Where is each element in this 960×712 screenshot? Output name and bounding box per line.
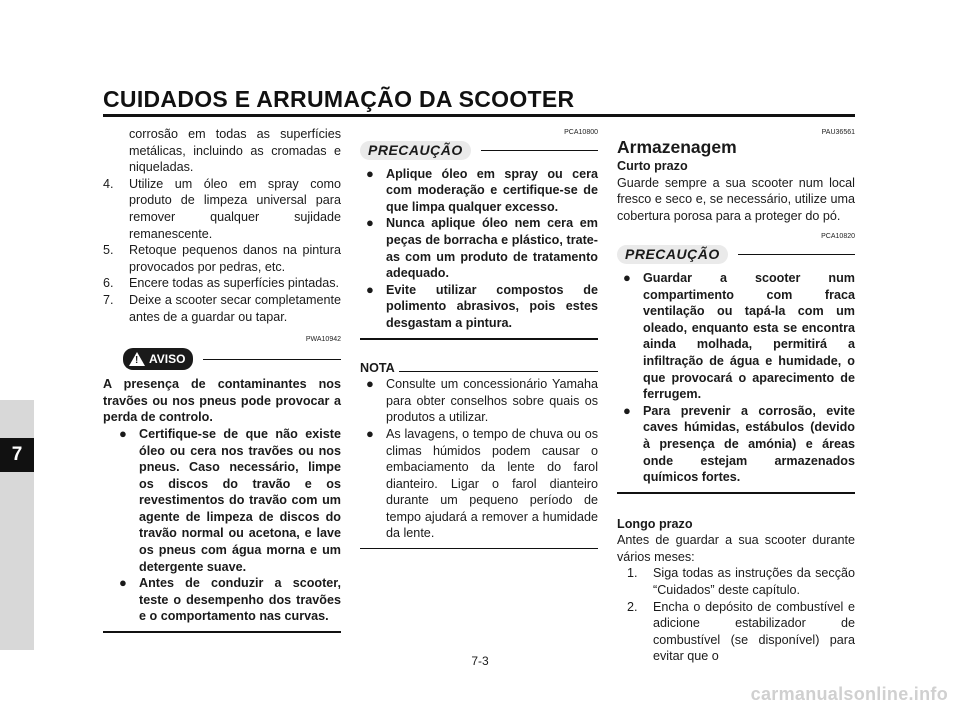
bullet-item [360, 426, 598, 542]
bullet-text: As lavagens, o tempo de chuva ou os climas húmidos podem causar o embaciamento da lente do farol dianteiro. Ligar o farol dianteiro durante um pequeno período de tempo ajudará a remover a humidade da lente. [386, 426, 598, 541]
column-middle [360, 126, 598, 549]
continued-paragraph: corrosão em todas as superfícies metálicas, incluindo as cromadas e niqueladas. [129, 127, 341, 175]
item-number: 2. [627, 599, 638, 614]
section-end-rule [360, 338, 598, 340]
reference-code: PCA10800 [564, 129, 598, 136]
bullet-text: Antes de conduzir a scooter, teste o desempenho dos travões e o comportamento nas curvas. [139, 576, 341, 624]
item-number: 1. [627, 566, 638, 581]
reference-code: PWA10942 [305, 336, 341, 344]
chapter-number: 7 [0, 438, 34, 472]
warning-triangle-icon: ! [129, 352, 145, 366]
nota-header [360, 360, 598, 377]
column-right [617, 126, 855, 665]
item-text: Encha o depósito de combustível e adicione estabilizador de combustível (se disponível) para evitar que o [653, 599, 855, 664]
divider [203, 359, 341, 360]
bullet-icon: ● [119, 575, 127, 591]
column-left [103, 126, 341, 633]
item-number: 7. [103, 292, 114, 307]
paragraph: Guarde sempre a sua scooter num local fresco e seco e, se necessário, utilize uma cobertura porosa para a proteger do pó. [617, 175, 855, 223]
list-item [103, 176, 341, 242]
aviso-header [103, 348, 341, 370]
bullet-icon: ● [623, 402, 631, 418]
item-text: Encere todas as superfícies pintadas. [129, 276, 340, 291]
item-text: Utilize um óleo em spray como produto de limpeza universal para remover qualquer sujidade remanescente. [129, 176, 341, 241]
page-number: 7-3 [471, 654, 489, 668]
paragraph: Antes de guardar a sua scooter durante vários meses: [617, 533, 855, 564]
watermark: carmanualsonline.info [750, 684, 948, 704]
item-number: 4. [103, 176, 114, 191]
bullet-icon: ● [366, 376, 374, 392]
aviso-badge [123, 348, 193, 370]
item-text: Retoque pequenos danos na pintura provocados por pedras, etc. [129, 243, 341, 274]
bullet-icon: ● [366, 215, 374, 231]
item-number: 6. [103, 276, 114, 291]
divider [481, 150, 598, 151]
bullet-text: Consulte um concessionário Yamaha para obter conselhos sobre quais os produtos a utilizar. [386, 377, 598, 425]
precaucao-header [360, 141, 598, 160]
bullet-item [360, 166, 598, 216]
bullet-text: Nunca aplique óleo nem cera em peças de borracha e plástico, trate-as com um produto de tratamento adequado. [386, 216, 598, 281]
bullet-text: Guardar a scooter num compartimento com fraca ventilação ou tapá-la com um oleado, enquanto esta se encontra ainda molhada, permitirá a infiltração de água e humidade, o que provocará o aparecimento de ferrugem. [643, 270, 855, 402]
bullet-item [360, 282, 598, 332]
section-end-rule [617, 492, 855, 494]
item-text: Deixe a scooter secar completamente antes de a guardar ou tapar. [129, 292, 341, 324]
bullet-icon: ● [366, 165, 374, 181]
reference-code: PAU36561 [821, 129, 855, 136]
bullet-item [360, 376, 598, 426]
list-item [103, 275, 341, 292]
bullet-text: Para prevenir a corrosão, evite caves húmidas, estábulos (devido à presença de amónia) e áreas onde estejam armazenados químicos fortes. [643, 403, 855, 485]
bullet-icon: ● [366, 425, 374, 441]
bullet-text: Aplique óleo em spray ou cera com moderação e certifique-se de que limpa qualquer excesso. [386, 166, 598, 214]
bullet-item [103, 426, 341, 575]
section-end-rule [360, 548, 598, 549]
precaucao-header [617, 245, 855, 264]
section-heading: Armazenagem [617, 137, 737, 157]
bullet-icon: ● [119, 425, 127, 441]
bullet-text: Certifique-se de que não existe óleo ou cera nos travões ou nos pneus. Caso necessário, limpe os discos do travão e os revestimentos do travão com um agente de limpeza de discos do travão normal ou acetona, e lave os pneus com água morna e um detergente suave. [139, 426, 341, 574]
precaucao-badge: PRECAUÇÃO [617, 245, 728, 264]
precaucao-badge: PRECAUÇÃO [360, 141, 471, 160]
bullet-item [360, 215, 598, 281]
bullet-text: Evite utilizar compostos de polimento abrasivos, pois estes desgastam a pintura. [386, 282, 598, 330]
nota-label: NOTA [360, 360, 395, 375]
list-item [103, 242, 341, 275]
divider [399, 371, 598, 372]
list-item [617, 565, 855, 598]
bullet-icon: ● [623, 269, 631, 285]
aviso-intro: A presença de contaminantes nos travões ou nos pneus pode provocar a perda de controlo. [103, 377, 341, 425]
section-end-rule [103, 631, 341, 633]
page-title: CUIDADOS E ARRUMAÇÃO DA SCOOTER [103, 86, 575, 112]
item-number: 5. [103, 243, 114, 258]
reference-code: PCA10820 [821, 233, 855, 241]
subheading: Longo prazo [617, 516, 693, 531]
divider [738, 254, 855, 255]
bullet-item [617, 403, 855, 486]
bullet-item [617, 270, 855, 403]
list-item [103, 292, 341, 325]
bullet-icon: ● [366, 281, 374, 297]
item-text: Siga todas as instruções da secção “Cuidados” deste capítulo. [653, 566, 855, 598]
title-rule [103, 114, 855, 117]
subheading: Curto prazo [617, 159, 688, 173]
aviso-label: AVISO [149, 351, 186, 366]
bullet-item [103, 575, 341, 625]
